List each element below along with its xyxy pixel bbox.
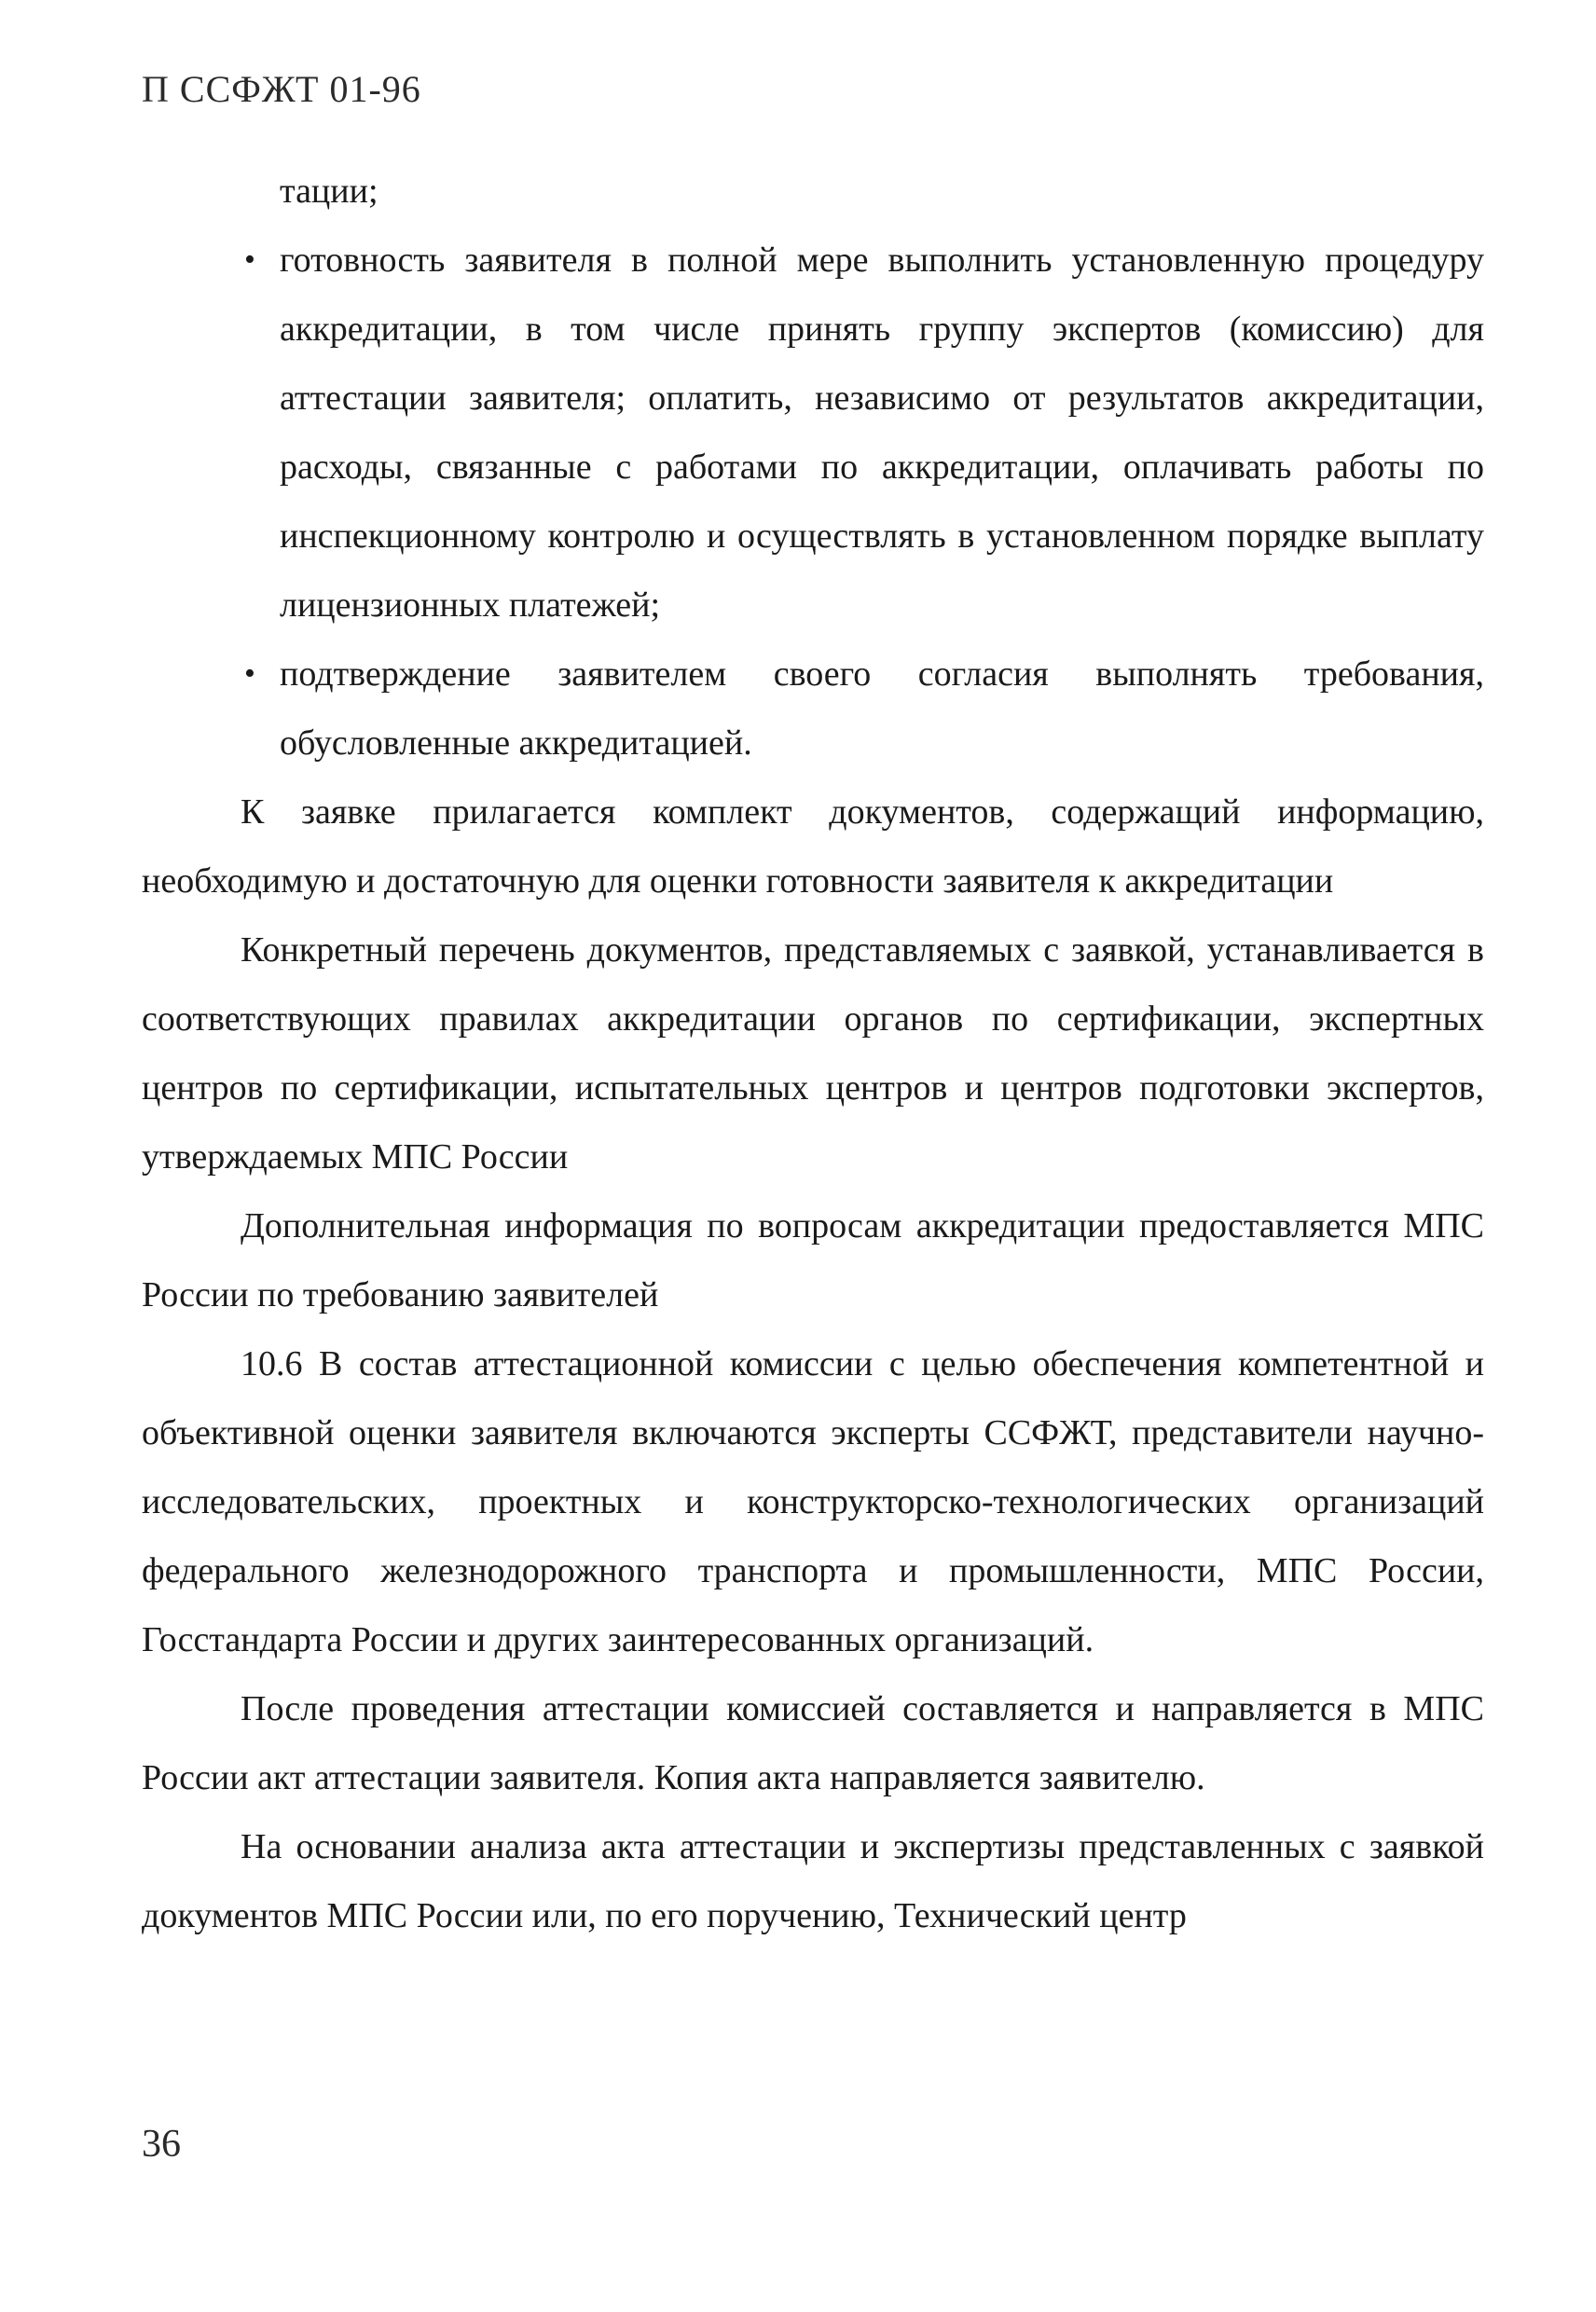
section-10-6-paragraph: 10.6 В состав аттестационной комиссии с целью обеспечения компетентной и объективной оценки заявителя включаются эксперты ССФЖТ, представители научно-исследовательских, проектных и конструкторско-технологических организаций федерального железнодорожного транспорта и промышленности, МПС России, Госстандарта России и других заинтересованных организаций. (142, 1344, 1484, 1659)
bullet-icon: • (244, 656, 255, 691)
paragraph: Конкретный перечень документов, представляемых с заявкой, устанавливается в соответствующих правилах аккредитации органов по сертификации, экспертных центров по сертификации, испытательных центров и центров подготовки экспертов, утверждаемых МПС России (142, 930, 1484, 1177)
page-body (142, 157, 1484, 1950)
bullet-item (142, 226, 1484, 640)
bullet-item (142, 640, 1484, 778)
paragraph: Дополнительная информация по вопросам аккредитации предоставляется МПС России по требованию заявителей (142, 1206, 1484, 1314)
bullet-text: подтверждение заявителем своего согласия выполнять требования, обусловленные аккредитацией. (280, 654, 1484, 763)
paragraph: К заявке прилагается комплект документов, содержащий информацию, необходимую и достаточную для оценки готовности заявителя к аккредитации (142, 792, 1484, 901)
bullet-text: готовность заявителя в полной мере выполнить установленную процедуру аккредитации, в том числе принять группу экспертов (комиссию) для аттестации заявителя; оплатить, независимо от результатов аккредитации, расходы, связанные с работами по аккредитации, оплачивать работы по инспекционному контролю и осуществлять в установленном порядке выплату лицензионных платежей; (280, 241, 1484, 625)
paragraph: После проведения аттестации комиссией составляется и направляется в МПС России акт аттестации заявителя. Копия акта направляется заявителю. (142, 1689, 1484, 1797)
paragraph: На основании анализа акта аттестации и экспертизы представленных с заявкой документов МПС России или, по его поручению, Технический центр (142, 1827, 1484, 1935)
continuation-line: тации; (280, 172, 378, 211)
document-code-header: П ССФЖТ 01-96 (142, 68, 421, 110)
page-number: 36 (142, 2123, 181, 2166)
bullet-icon: • (244, 242, 255, 277)
bullet-list (142, 226, 1484, 778)
